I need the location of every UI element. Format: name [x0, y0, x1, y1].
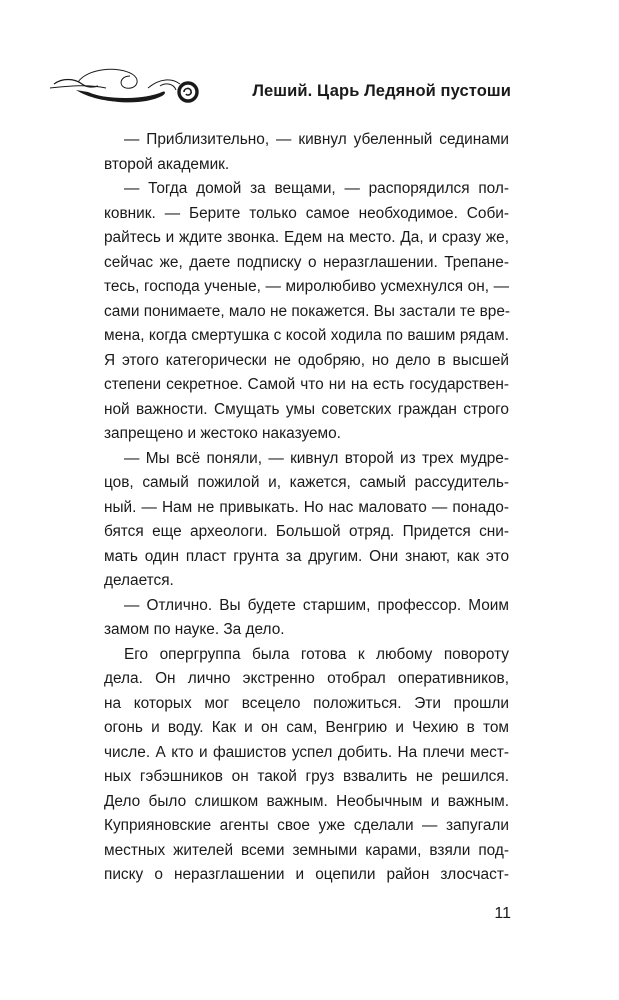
text-line: запрещено и жестоко наказуемо. — [104, 425, 341, 442]
text-line: замом по науке. За дело. — [104, 621, 285, 638]
paragraph — [104, 177, 509, 447]
text-line: степени секретное. Самой что ни на есть государствен- — [104, 376, 509, 393]
paragraph — [104, 128, 509, 177]
page-number: 11 — [494, 905, 511, 922]
text-line: мена, когда смертушка с косой ходила по вашим рядам. — [104, 327, 509, 344]
text-line: ковник. — Берите только самое необходимое. Соби- — [104, 204, 509, 222]
text-line: — Приблизительно, — кивнул убеленный сединами — [124, 131, 509, 148]
text-line: местных жителей всеми земными карами, взяли под- — [104, 841, 509, 859]
text-line: — Мы всё поняли, — кивнул второй из трех мудре- — [124, 449, 509, 467]
text-line: Его опергруппа была готова к любому повороту — [124, 645, 509, 663]
text-line: ной важности. Смущать умы советских граждан строго — [104, 400, 509, 418]
paragraph — [104, 594, 509, 643]
text-line: ных гэбэшников он такой груз взвалить не решился. — [104, 768, 509, 785]
text-line: цов, самый пожилой и, кажется, самый рассудитель- — [104, 474, 509, 491]
text-line: Куприяновские агенты свое уже сделали — запугали — [104, 817, 509, 834]
text-line: огонь и воду. Как и он сам, Венгрию и Чехию в том — [104, 719, 509, 736]
text-line: дела. Он лично экстренно отобрал оперативников, — [104, 670, 509, 687]
text-line: бятся еще археологи. Большой отряд. Придется сни- — [104, 523, 509, 540]
text-line: числе. А кто и фашистов успел добить. На плечи мест- — [104, 743, 509, 761]
text-line: делается. — [104, 572, 174, 589]
text-line: второй академик. — [104, 155, 230, 173]
text-line: — Тогда домой за вещами, — распорядился пол- — [124, 180, 509, 197]
paragraph — [104, 447, 509, 594]
paragraph — [104, 643, 509, 888]
text-line: Я этого категорически не одобряю, но дело в высшей — [104, 351, 509, 369]
running-title: Леший. Царь Ледяной пустоши — [252, 82, 511, 100]
text-line: тесь, господа ученые, — миролюбиво усмехнулся он, — — [104, 278, 509, 295]
text-line: мать один пласт грунта за другим. Они знают, как это — [104, 547, 509, 565]
text-line: райтесь и ждите звонка. Едем на место. Да, и сразу же, — [104, 229, 509, 246]
text-line: писку о неразглашении и оцепили район злосчаст- — [104, 866, 509, 883]
text-line: на которых мог всецело положиться. Эти прошли — [104, 694, 509, 712]
body-text — [104, 128, 509, 888]
text-line: Дело было слишком важным. Необычным и важным. — [104, 792, 509, 810]
flourish-ornament-icon — [48, 64, 208, 108]
text-line: сейчас же, даете подписку о неразглашении. Трепане- — [104, 253, 509, 271]
text-line: ный. — Нам не привыкать. Но нас маловато — понадо- — [104, 498, 509, 516]
text-line: сами понимаете, мало не покажется. Вы застали те вре- — [104, 302, 511, 320]
text-line: — Отлично. Вы будете старшим, профессор. Моим — [124, 596, 509, 614]
running-header — [0, 60, 619, 120]
